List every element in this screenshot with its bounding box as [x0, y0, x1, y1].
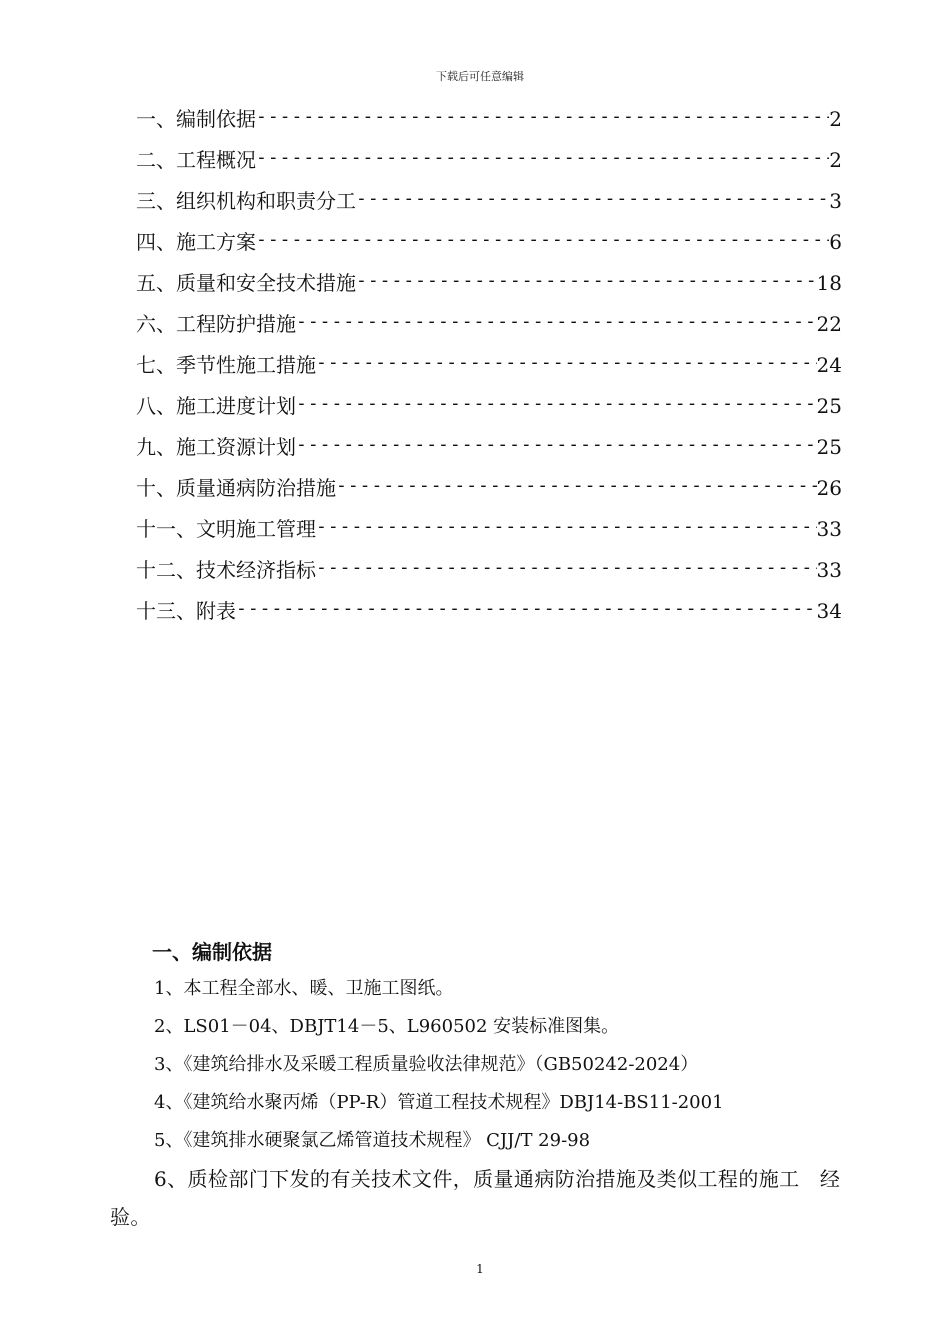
toc-entry[interactable]	[136, 344, 842, 385]
basis-item: 1、本工程全部水、暖、卫施工图纸。	[154, 978, 454, 999]
page-number: 1	[476, 1262, 484, 1276]
toc-entry-page: 24	[816, 352, 842, 377]
basis-item: 4、《建筑给水聚丙烯（PP-R）管道工程技术规程》DBJ14-BS11-2001	[154, 1092, 724, 1113]
toc-entry[interactable]	[136, 262, 842, 303]
toc-entry-title: 七、季节性施工措施	[136, 352, 316, 377]
toc-entry[interactable]	[136, 98, 842, 139]
toc-leader	[316, 354, 817, 372]
toc-leader	[256, 231, 829, 249]
toc-entry-title: 一、编制依据	[136, 106, 256, 131]
toc-entry-title: 十二、技术经济指标	[136, 557, 316, 582]
toc-entry-title: 六、工程防护措施	[136, 311, 296, 336]
toc-entry-page: 2	[829, 147, 842, 172]
toc-entry[interactable]	[136, 590, 842, 631]
toc-leader	[296, 395, 817, 413]
compilation-basis-section	[110, 934, 850, 1236]
basis-item: 2、LS01－04、DBJT14－5、L960502 安装标准图集。	[154, 1016, 620, 1037]
toc-entry-title: 五、质量和安全技术措施	[136, 270, 356, 295]
toc-leader	[356, 190, 829, 208]
toc-leader	[256, 149, 829, 167]
toc-entry-title: 十三、附表	[136, 598, 236, 623]
toc-leader	[296, 313, 817, 331]
basis-item: 3、《建筑给排水及采暖工程质量验收法律规范》（GB50242-2024）	[154, 1054, 699, 1075]
toc-entry-page: 18	[816, 270, 842, 295]
toc-entry-title: 九、施工资源计划	[136, 434, 296, 459]
toc-leader	[316, 559, 817, 577]
basis-item: 5、《建筑排水硬聚氯乙烯管道技术规程》 CJJ/T 29-98	[154, 1130, 591, 1151]
toc-entry-page: 6	[829, 229, 842, 254]
toc-leader	[296, 436, 817, 454]
toc-leader	[356, 272, 817, 290]
toc-entry[interactable]	[136, 549, 842, 590]
toc-entry[interactable]	[136, 303, 842, 344]
toc-entry-title: 四、施工方案	[136, 229, 256, 254]
toc-entry-page: 3	[829, 188, 842, 213]
toc-entry-title: 十一、文明施工管理	[136, 516, 316, 541]
toc-entry[interactable]	[136, 385, 842, 426]
toc-entry-page: 22	[816, 311, 842, 336]
section-heading: 一、编制依据	[152, 940, 272, 964]
toc-leader	[256, 108, 829, 126]
toc-entry[interactable]	[136, 426, 842, 467]
toc-entry-page: 2	[829, 106, 842, 131]
toc-entry[interactable]	[136, 221, 842, 262]
toc-entry-page: 33	[816, 557, 842, 582]
toc-entry-page: 33	[816, 516, 842, 541]
toc-entry-title: 二、工程概况	[136, 147, 256, 172]
toc-entry-title: 十、质量通病防治措施	[136, 475, 336, 500]
toc-entry-title: 三、组织机构和职责分工	[136, 188, 356, 213]
toc-leader	[336, 477, 817, 495]
toc-entry-title: 八、施工进度计划	[136, 393, 296, 418]
toc-entry-page: 26	[816, 475, 842, 500]
header-note: 下载后可任意编辑	[436, 70, 524, 83]
toc-entry[interactable]	[136, 508, 842, 549]
toc-entry-page: 25	[816, 434, 842, 459]
toc-leader	[236, 600, 817, 618]
table-of-contents	[136, 98, 842, 631]
toc-leader	[316, 518, 817, 536]
toc-entry[interactable]	[136, 180, 842, 221]
toc-entry[interactable]	[136, 467, 842, 508]
toc-entry-page: 25	[816, 393, 842, 418]
toc-entry[interactable]	[136, 139, 842, 180]
basis-item: 6、质检部门下发的有关技术文件，质量通病防治措施及类似工程的施工 经验。	[110, 1167, 841, 1229]
toc-entry-page: 34	[816, 598, 842, 623]
